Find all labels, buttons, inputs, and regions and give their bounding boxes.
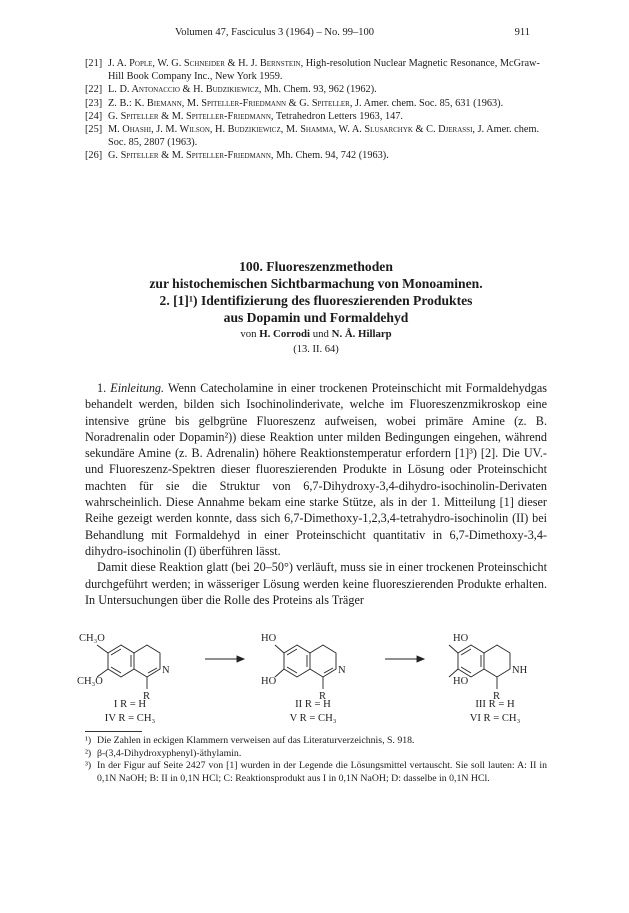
article-title-line: 100. Fluoreszenzmethoden [239, 259, 393, 274]
substituent-label: CH₃O [77, 676, 103, 687]
reference-number: [23] [85, 97, 103, 109]
compound-label [85, 698, 175, 726]
r-group-label: R [143, 691, 151, 702]
author-name: H. Corrodi [259, 328, 311, 340]
compound-label [268, 698, 358, 726]
section-heading: Einleitung. [110, 381, 165, 395]
substituent-label: HO [261, 633, 277, 644]
page-number: 911 [514, 27, 530, 38]
reference-text: High-resolution Nuclear Magnetic Resonance, McGraw-Hill Book Company Inc., New York 1959. [108, 58, 540, 83]
structure-III [449, 633, 528, 702]
nitrogen-label: N [338, 665, 346, 676]
reference-item [85, 123, 547, 149]
article-body [85, 380, 547, 608]
reaction-arrow [205, 656, 244, 662]
footnote [85, 748, 547, 761]
reference-authors: G. Spiteller & M. Spiteller-Friedmann, [108, 150, 274, 162]
r-group-label: R [493, 691, 501, 702]
footnotes [85, 735, 547, 785]
compound-label-line: III R = H [475, 699, 515, 710]
author-name: N. Å. Hillarp [331, 328, 392, 340]
reference-text: J. Amer. chem. Soc. 85, 631 (1963). [355, 97, 504, 109]
reaction-scheme [77, 627, 547, 727]
reference-authors: L. D. Antonaccio & H. Budzikiewicz, [108, 84, 262, 96]
reference-authors: G. Spiteller & M. Spiteller-Friedmann, [108, 110, 274, 122]
received-date: (13. II. 64) [293, 344, 339, 355]
authors-conjunction: und [312, 328, 329, 340]
article-title-block [85, 258, 547, 355]
reaction-arrow [385, 656, 424, 662]
reference-number: [22] [85, 84, 103, 96]
r-group-label: R [319, 691, 327, 702]
footnote-text: Die Zahlen in eckigen Klammern verweisen auf das Literaturverzeichnis, S. 918. [97, 735, 415, 746]
footnote-divider [85, 731, 142, 732]
reference-authors: J. A. Pople, W. G. Schneider & H. J. Bernstein, [108, 58, 304, 69]
substituent-label: HO [453, 633, 469, 644]
reference-item [85, 110, 547, 123]
article-title-line: 2. [1]¹) Identifizierung des fluoreszierenden Produktes [159, 293, 473, 308]
substituent-label: CH₃O [79, 633, 105, 644]
running-head [80, 27, 530, 38]
article-title-line: aus Dopamin und Formaldehyd [223, 310, 409, 325]
article-title-line: zur histochemischen Sichtbarmachung von Monoaminen. [149, 276, 483, 291]
substituent-label: HO [453, 676, 469, 687]
reference-number: [25] [85, 124, 103, 136]
compound-label-line: I R = H [113, 699, 147, 710]
reference-item [85, 149, 547, 162]
reference-text: Tetrahedron Letters 1963, 147. [275, 110, 403, 122]
reference-authors: Z. B.: K. Biemann, M. Spiteller-Friedmann & G. Spiteller, [108, 97, 353, 109]
compound-label-line: VI R = CH₃ [469, 713, 521, 724]
footnote [85, 735, 547, 748]
structure-I [77, 633, 170, 702]
reference-text: Mh. Chem. 93, 962 (1962). [264, 84, 377, 96]
running-head-title: Volumen 47, Fasciculus 3 (1964) – No. 99–100 [175, 27, 375, 38]
footnote-text: In der Figur auf Seite 2427 von [1] wurden in der Legende die Lösungsmittel vertauscht. Sie soll lauten: A: II in 0,1N NaOH; B: II in 0,1N HCl; C: Reaktionsprodukt aus I in 0,1N NaOH; D: dasselbe in 0,1N HCl. [97, 760, 547, 784]
body-paragraph: Damit diese Reaktion glatt (bei 20–50°) verläuft, muss sie in einer trockenen Proteinschicht durchgeführt werden; in wässeriger Lösung werden keine fluoreszierenden Produkte erhalten. In Untersuchungen über die Rolle des Proteins als Träger [85, 560, 547, 607]
nitrogen-label: N [162, 665, 170, 676]
reference-number: [21] [85, 58, 103, 69]
author-line [85, 328, 547, 340]
footnote-number: ¹) [85, 735, 92, 746]
reference-authors: M. Ohashi, J. M. Wilson, H. Budzikiewicz, M. Shamma, W. A. Slusarchyk & C. Djerassi, [108, 124, 475, 136]
body-paragraph [85, 380, 547, 559]
reference-number: [24] [85, 110, 103, 122]
reference-text: J. Amer. chem. Soc. 85, 2807 (1963). [108, 124, 540, 149]
section-number: 1. [97, 381, 107, 395]
footnote [85, 760, 547, 785]
reference-list [85, 57, 547, 163]
reference-item [85, 97, 547, 110]
compound-label-line: IV R = CH₃ [104, 713, 156, 724]
authors-prefix: von [240, 328, 257, 340]
footnote-number: ²) [85, 747, 92, 759]
reference-item [85, 83, 547, 96]
paragraph-text: Wenn Catecholamine in einer trockenen Proteinschicht mit Formaldehydgas behandelt werden, bilden sich Isochinolinderivate, welche im Fluoreszenzmikroskop eine intensive grüne bis gelbgrüne Fluoreszenz aufweisen, wobei primäre Amine (z. B. Noradrenalin oder Dopamin²)) diese Reaktion unter milden Bedingungen eingehen, während sekundäre Amine (z. B. Adrenalin) höhere Reaktionstemperatur erfordern [1]³) [2]. Die UV.- und Fluoreszenz-Spektren dieser fluoreszierenden Produkte in Lösung oder Proteinschicht machten für sie die Struktur von 6,7-Dihydroxy-3,4-dihydro-isochinolin-Derivaten wahrscheinlich. Diese Annahme bekam eine starke Stütze, als in der 1. Mitteilung [1] dieser Reihe gezeigt werden konnte, dass sich 6,7-Dimethoxy-1,2,3,4-tetrahydro-isochinolin (II) bei Behandlung mit Formaldehyd in einer Proteinschicht quantitativ in 6,7-Dimethoxy-3,4-dihydro-isochinolin (I) überführen lässt. [85, 381, 548, 558]
structure-II [261, 633, 346, 702]
compound-label-line: II R = H [295, 699, 331, 710]
compound-label [445, 698, 545, 726]
reference-text: Mh. Chem. 94, 742 (1963). [276, 150, 389, 162]
footnote-text: β-(3,4-Dihydroxyphenyl)-äthylamin. [97, 747, 242, 759]
compound-label-line: V R = CH₃ [289, 713, 337, 724]
reference-item [85, 57, 547, 83]
nitrogen-label: NH [512, 665, 528, 676]
substituent-label: HO [261, 676, 277, 687]
footnote-number: ³) [85, 760, 92, 772]
reference-number: [26] [85, 150, 103, 162]
